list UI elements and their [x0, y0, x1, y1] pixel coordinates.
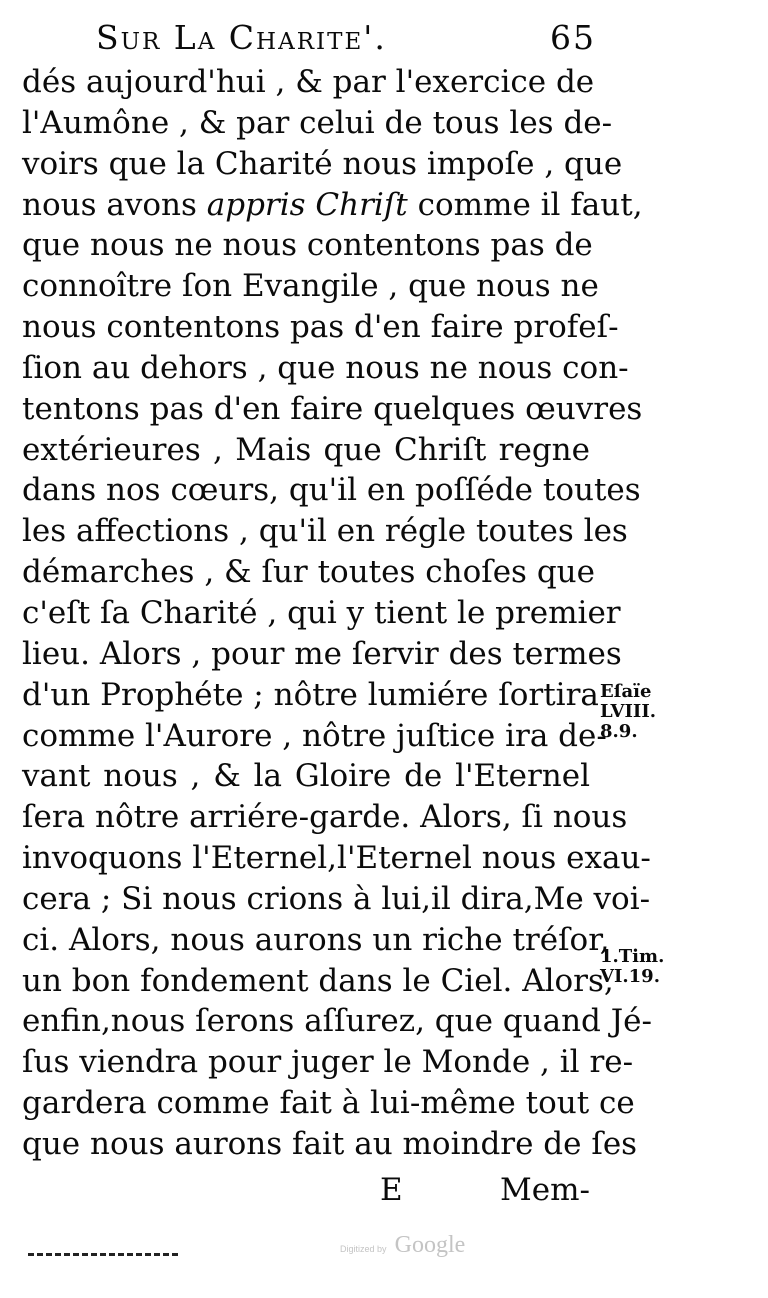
running-title: Sur La Charite'.: [96, 18, 387, 57]
text-segment: comme il faut,: [417, 186, 643, 223]
text-line: c'eſt ſa Charité , qui y tient le premier: [22, 594, 621, 631]
text-line: invoquons l'Eternel,l'Eternel nous exau-: [22, 840, 651, 877]
page-number: 65: [550, 18, 596, 57]
catchword: Mem-: [500, 1172, 590, 1208]
text-line: ſera nôtre arriére-garde. Alors, ſi nous: [22, 799, 628, 836]
text-line: que nous ne nous contentons pas de: [22, 227, 593, 264]
text-line: [22, 185, 643, 226]
margin-note-line: LVIII.: [600, 701, 657, 722]
text-line: voirs que la Charité nous impoſe , que: [22, 145, 623, 182]
margin-note-line: Eſaïe: [600, 681, 652, 702]
footer-rule: [28, 1253, 178, 1256]
text-line: dans nos cœurs, qu'il en poſſéde toutes: [22, 472, 641, 509]
text-line: nous contentons pas d'en faire profeſ-: [22, 309, 619, 346]
text-line: cera ; Si nous crions à lui,il dira,Me voi-: [22, 880, 651, 917]
text-line: d'un Prophéte ; nôtre lumiére ſortira: [22, 676, 599, 713]
text-line: connoître ſon Evangile , que nous ne: [22, 268, 599, 305]
watermark-brand: Google: [394, 1232, 466, 1258]
text-line: un bon fondement dans le Ciel. Alors,: [22, 962, 614, 999]
italic-phrase: appris Chriſt: [206, 186, 408, 223]
text-line: dés aujourd'hui , & par l'exercice de: [22, 64, 595, 100]
text-line: ci. Alors, nous aurons un riche tréſor,: [22, 921, 610, 958]
text-line: comme l'Aurore , nôtre juſtice ira de-: [22, 717, 607, 754]
text-line: vant nous , & la Gloire de l'Eternel: [22, 758, 590, 795]
text-line: ſus viendra pour juger le Monde , il re-: [22, 1044, 634, 1081]
text-line: enfin,nous ſerons aſſurez, que quand Jé-: [22, 1003, 653, 1040]
running-header: [96, 18, 596, 62]
text-line: extérieures , Mais que Chriſt regne: [22, 431, 590, 468]
margin-note-line: VI.19.: [600, 966, 660, 987]
signature-mark: E: [380, 1172, 403, 1208]
margin-note-line: 8.9.: [600, 721, 638, 742]
catchword-line: [380, 1172, 590, 1212]
text-segment: nous avons: [22, 186, 197, 223]
text-line: l'Aumône , & par celui de tous les de-: [22, 104, 613, 141]
text-line: tentons pas d'en faire quelques œuvres: [22, 390, 643, 427]
text-line: gardera comme fait à lui-même tout ce: [22, 1085, 635, 1122]
digitization-watermark: [340, 1232, 510, 1264]
margin-note-timothy: [600, 947, 685, 987]
text-line: démarches , & ſur toutes choſes que: [22, 554, 595, 591]
watermark-prefix: Digitized by: [340, 1244, 387, 1254]
text-line: ſion au dehors , que nous ne nous con-: [22, 349, 629, 386]
margin-note-isaiah: [600, 682, 685, 742]
text-line: les affections , qu'il en régle toutes les: [22, 513, 628, 550]
text-line: que nous aurons fait au moindre de ſes: [22, 1125, 638, 1162]
margin-note-line: 1.Tim.: [600, 946, 665, 967]
text-line: lieu. Alors , pour me ſervir des termes: [22, 635, 622, 672]
